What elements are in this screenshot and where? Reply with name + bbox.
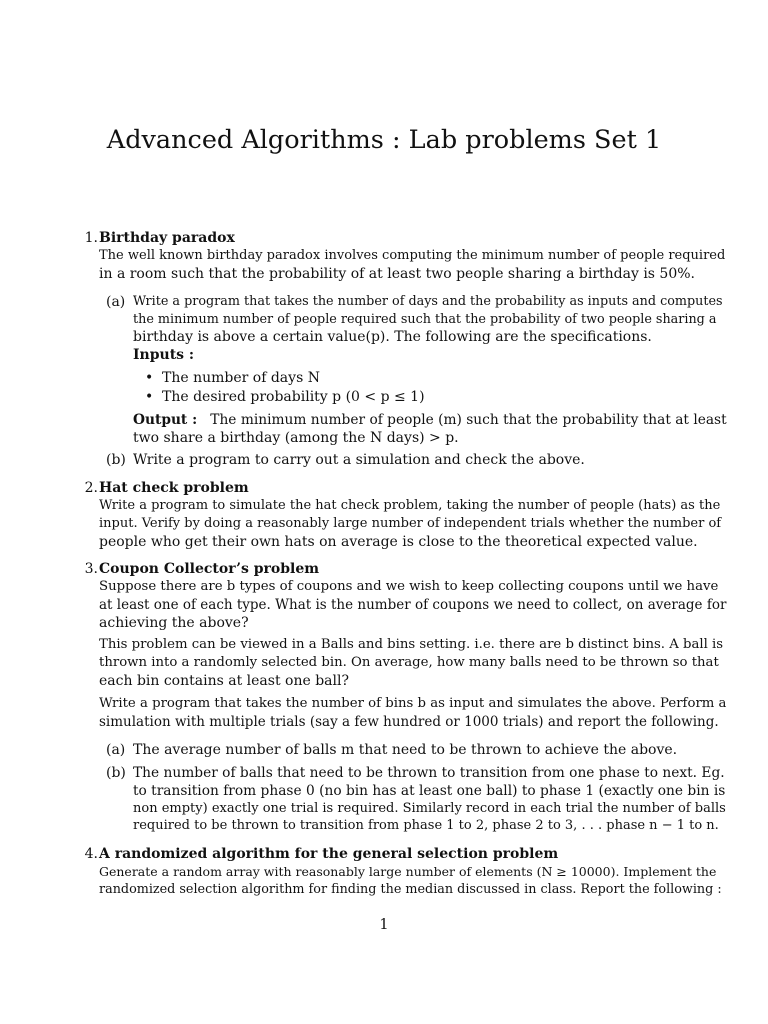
text-line: simulation with multiple trials (say a few hundred or 1000 trials) and report the following.: [99, 714, 719, 730]
problem-number: 3.: [84, 561, 98, 577]
problem-heading: Coupon Collector’s problem: [99, 561, 320, 577]
output-label: Output :: [133, 412, 198, 428]
list-item: The number of days N: [162, 370, 320, 386]
bullet-icon: •: [145, 389, 154, 405]
problem-number: 4.: [84, 846, 98, 862]
text-line: The minimum number of people (m) such that the probability that at least: [210, 412, 727, 428]
problem-heading: A randomized algorithm for the general selection problem: [99, 846, 559, 862]
text-line: people who get their own hats on average is close to the theoretical expected value.: [99, 534, 698, 550]
text-line: birthday is above a certain value(p). The following are the specifications.: [133, 329, 652, 345]
problem-number: 2.: [84, 480, 98, 496]
list-item: The desired probability p (0 < p ≤ 1): [162, 389, 425, 405]
text-line: The well known birthday paradox involves computing the minimum number of people required: [99, 248, 726, 263]
subpart-marker: (b): [106, 452, 126, 468]
bullet-icon: •: [145, 370, 154, 386]
page-number: 1: [379, 917, 389, 933]
text-line: two share a birthday (among the N days) > p.: [133, 430, 459, 446]
text-line: non empty) exactly one trial is required. Similarly record in each trial the number of balls: [133, 801, 726, 816]
text-line: required to be thrown to transition from phase 1 to 2, phase 2 to 3, . . . phase n − 1 to n.: [133, 818, 719, 833]
text-line: Generate a random array with reasonably large number of elements (N ≥ 10000). Implement the: [99, 864, 717, 879]
text-line: the minimum number of people required such that the probability of two people sharing a: [133, 312, 717, 327]
text-line: thrown into a randomly selected bin. On average, how many balls need to be thrown so that: [99, 655, 719, 670]
text-line: to transition from phase 0 (no bin has at least one ball) to phase 1 (exactly one bin is: [133, 783, 726, 799]
text-line: Write a program to simulate the hat check problem, taking the number of people (hats) as the: [99, 498, 721, 513]
text-line: This problem can be viewed in a Balls and bins setting. i.e. there are b distinct bins. A ball is: [99, 637, 724, 652]
text-line: The average number of balls m that need to be thrown to achieve the above.: [133, 742, 678, 758]
text-line: randomized selection algorithm for finding the median discussed in class. Report the following :: [99, 882, 722, 897]
text-line: Write a program that takes the number of days and the probability as inputs and computes: [133, 294, 723, 309]
problem-heading: Hat check problem: [99, 480, 249, 496]
inputs-label: Inputs :: [133, 347, 195, 363]
text-line: input. Verify by doing a reasonably large number of independent trials whether the number of: [99, 516, 722, 531]
text-line: Write a program that takes the number of bins b as input and simulates the above. Perform a: [99, 696, 727, 711]
problem-heading: Birthday paradox: [99, 230, 235, 246]
text-line: The number of balls that need to be thrown to transition from one phase to next. Eg.: [133, 765, 725, 781]
text-line: Write a program to carry out a simulation and check the above.: [133, 452, 585, 468]
page-title: Advanced Algorithms : Lab problems Set 1: [106, 125, 662, 155]
text-line: achieving the above?: [99, 615, 249, 631]
text-line: each bin contains at least one ball?: [99, 673, 349, 689]
problem-number: 1.: [84, 230, 98, 246]
subpart-marker: (b): [106, 765, 126, 781]
subpart-marker: (a): [106, 294, 126, 310]
text-line: at least one of each type. What is the number of coupons we need to collect, on average for: [99, 597, 727, 613]
text-line: in a room such that the probability of at least two people sharing a birthday is 50%.: [99, 266, 695, 282]
text-line: Suppose there are b types of coupons and we wish to keep collecting coupons until we have: [99, 579, 719, 594]
subpart-marker: (a): [106, 742, 126, 758]
